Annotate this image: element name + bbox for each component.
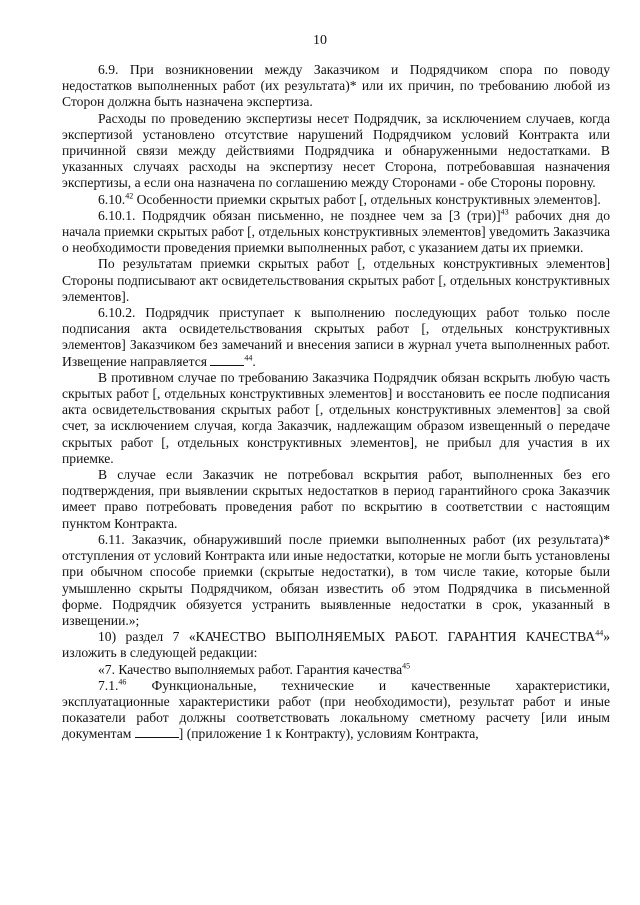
paragraph-6-10-2-otherwise: В противном случае по требованию Заказчика Подрядчик обязан вскрыть любую часть скрытых работ [, отдельных конструктивных элементов] и восстановить ее после подписания акта освидетельствования скрытых работ [, отдельных конструктивных элементов] за свой счет, за исключением случая, когда Заказчик, надлежащим образом извещенный о передаче скрытых работ [, отдельных конструктивных элементов], не прибыл для участия в их приемке.: [62, 369, 610, 466]
paragraph-6-10: 6.10.42 Особенности приемки скрытых работ [, отдельных конструктивных элементов].: [98, 191, 601, 207]
paragraph-6-10-1: 6.10.1. Подрядчик обязан письменно, не позднее чем за [3 (три)]$^{43}$ рабочих дня до начала приемки скрытых работ [, отдельных конструктивных элементов] уведомить Заказчика о необходимости проведения приемки выполненных работ, с указанием даты их приемки.: [62, 207, 610, 256]
document-body: [62, 62, 610, 743]
paragraph-6-11: 6.11. Заказчик, обнаруживший после приемки выполненных работ (их результата)* отступления от условий Контракта или иные недостатки, которые не могли быть установлены при обычном способе приемки (скрытые недостатки), в том числе такие, которые были умышленно скрыты Подрядчиком, обязан известить об этом Подрядчика в письменной форме. Подрядчик обязуется устранить выявленные недостатки в срок, указанный в извещении.»;: [62, 531, 610, 628]
paragraph-6-10-2-hidden-defects: В случае если Заказчик не потребовал вскрытия работ, выполненных без его подтверждения, при выявлении скрытых недостатков в период гарантийного срока Заказчик имеет право потребовать проведения работ по вскрытию в соответствии с настоящим пунктом Контракта.: [62, 467, 610, 531]
footnote-ref: 46: [118, 677, 127, 687]
footnote-ref: 43: [500, 207, 509, 217]
paragraph-6-10-1-results: По результатам приемки скрытых работ [, отдельных конструктивных элементов] Стороны подписывают акт освидетельствования скрытых работ [, отдельных конструктивных элементов].: [62, 256, 610, 304]
footnote-ref: 44: [595, 628, 604, 638]
page-number: 10: [313, 33, 327, 48]
paragraph-6-9: 6.9. При возникновении между Заказчиком и Подрядчиком спора по поводу недостатков выполненных работ (их результата)* или их причин, по требованию любой из Сторон должна быть назначена экспертиза.: [62, 62, 610, 110]
footnote-ref: 42: [125, 191, 134, 201]
paragraph-7-1: 7.1.46 Функциональные, технические и качественные характеристики, эксплуатационные характеристики работ (при необходимости), результат работ и иные показатели работ должны соответствовать локальному сметному расчету [или иным документам ] (приложение 1 к Контракту), условиям Контракта,: [62, 677, 610, 742]
footnote-ref: 45: [402, 660, 411, 670]
paragraph-10-section-7: 10) раздел 7 «КАЧЕСТВО ВЫПОЛНЯЕМЫХ РАБОТ. ГАРАНТИЯ КАЧЕСТВА$^{44}$» изложить в следующей редакции:: [62, 628, 610, 661]
section-7-heading: «7. Качество выполняемых работ. Гарантия качества$^{45}$: [98, 660, 411, 677]
blank-field: [135, 727, 179, 738]
paragraph-6-10-2: 6.10.2. Подрядчик приступает к выполнению последующих работ только после подписания акта освидетельствования скрытых работ [, отдельных конструктивных элементов] Заказчиком без замечаний и внесения записи в журнал учета выполненных работ. Извещение направляется $^{44}$.: [62, 305, 610, 369]
blank-field: [210, 355, 244, 366]
paragraph-6-9-expenses: Расходы по проведению экспертизы несет Подрядчик, за исключением случаев, когда экспертизой установлено отсутствие нарушений Подрядчиком условий Контракта или причинной связи между действиями Подрядчика и обнаруженными недостатками. В указанных случаях расходы на экспертизу несет Сторона, потребовавшая назначения экспертизы, а если она назначена по соглашению между Сторонами - обе Стороны поровну.: [62, 110, 610, 191]
footnote-ref: 44: [244, 353, 253, 363]
